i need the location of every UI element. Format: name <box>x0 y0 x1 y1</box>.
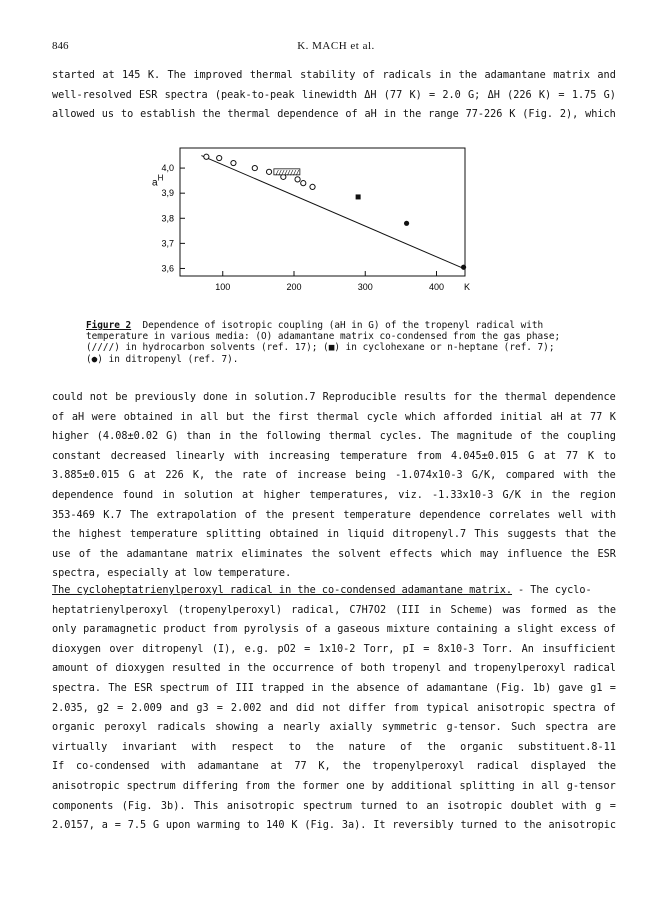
x-tick-label: 100 <box>215 282 231 292</box>
y-tick-label: 3,9 <box>161 188 174 199</box>
page-number: 846 <box>52 40 69 52</box>
data-point-open-circle <box>217 155 222 160</box>
text-line: - The cyclo- <box>518 585 592 596</box>
text-line: of aH were obtained in all but the first thermal cycle which afforded initial aH at 77 K <box>52 411 616 423</box>
hatched-marker-text: //////// <box>275 168 299 177</box>
paragraph-intro <box>52 66 616 125</box>
text-line: spectra, especially at low temperature. <box>52 568 292 580</box>
plot-frame <box>180 148 465 276</box>
text-line: use of the adamantane matrix eliminates the solvent effects which may influence the ESR <box>52 548 616 560</box>
data-point-open-circle <box>266 169 271 174</box>
text-line: spectra. The ESR spectrum of III trapped in the absence of adamantane (Fig. 1b) gave g1 = <box>52 682 616 694</box>
y-tick-label: 4,0 <box>161 163 174 174</box>
text-line: could not be previously done in solution.7 Reproducible results for the thermal dependence <box>52 392 616 403</box>
text-line: organic peroxyl radicals showing a nearly axially symmetric g-tensor. Such spectra are <box>52 722 616 734</box>
section-paragraph <box>52 581 616 836</box>
text-line: well-resolved ESR spectra (peak-to-peak linewidth ΔH (77 K) = 2.0 G; ΔH (226 K) = 1.75 G) <box>52 89 616 101</box>
page-header <box>0 40 672 56</box>
data-point-open-circle <box>301 181 306 186</box>
text-line: components (Fig. 3b). This anisotropic spectrum turned to an isotropic doublet with g = <box>52 800 616 812</box>
text-line: constant decreased linearly with increasing temperature from 4.045±0.015 G at 77 K to <box>52 450 616 462</box>
text-line: started at 145 K. The improved thermal stability of radicals in the adamantane matrix and <box>52 70 616 81</box>
text-line: 3.885±0.015 G at 226 K, the rate of increase being -1.074x10-3 G/K, compared with the <box>52 470 616 482</box>
running-head: K. MACH et al. <box>297 40 375 52</box>
section-heading: The cycloheptatrienylperoxyl radical in the co-condensed adamantane matrix. <box>52 585 513 596</box>
y-tick-label: 3,7 <box>161 238 174 249</box>
text-line: dependence found in solution at higher temperatures, viz. -1.33x10-3 G/K in the region <box>52 489 616 501</box>
y-tick-label: 3,6 <box>161 263 174 274</box>
data-point-open-circle <box>204 154 209 159</box>
figure-label: Figure 2 <box>86 320 132 331</box>
data-point-open-circle <box>231 160 236 165</box>
text-line: the highest temperature splitting obtained in liquid ditropenyl.7 This suggests that the <box>52 529 616 541</box>
chart-svg <box>150 142 510 320</box>
data-point-filled-circle <box>404 221 409 226</box>
data-point-filled-circle <box>461 265 466 270</box>
caption-line: (////) in hydrocarbon solvents (ref. 17); (■) in cyclohexane or n-heptane (ref. 7); <box>86 342 555 354</box>
text-line: dioxygen over ditropenyl (I), e.g. pO2 = 1x10-2 Torr, pI = 8x10-3 Torr. An insufficient <box>52 643 616 655</box>
fit-line <box>201 156 463 269</box>
caption-line: Dependence of isotropic coupling (aH in G) of the tropenyl radical with <box>142 320 544 331</box>
x-tick-label: 300 <box>357 282 373 292</box>
y-axis-label: $a^H$ <box>152 173 164 189</box>
text-line: 2.0157, a = 7.5 G upon warming to 140 K (Fig. 3a). It reversibly turned to the anisotropic <box>52 820 616 832</box>
caption-line: temperature in various media: (O) adamantane matrix co-condensed from the gas phase; <box>86 331 561 343</box>
text-line: higher (4.08±0.02 G) than in the following thermal cycles. The magnitude of the coupling <box>52 431 616 443</box>
text-line: If co-condensed with adamantane at 77 K, the tropenylperoxyl radical displayed the <box>52 761 616 773</box>
text-line: amount of dioxygen resulted in the occurrence of both tropenyl and tropenylperoxyl radical <box>52 663 616 675</box>
data-point-open-circle <box>252 165 257 170</box>
text-line: only paramagnetic product from pyrolysis of a gaseous mixture containing a slight excess of <box>52 624 616 636</box>
text-line: allowed us to establish the thermal dependence of aH in the range 77-226 K (Fig. 2), which <box>52 109 616 121</box>
x-tick-label: 200 <box>286 282 302 292</box>
caption-line: (●) in ditropenyl (ref. 7). <box>86 353 239 365</box>
data-point-filled-square <box>356 194 361 199</box>
text-line: heptatrienylperoxyl (tropenylperoxyl) radical, C7H7O2 (III in Scheme) was formed as the <box>52 604 616 616</box>
text-line: 353-469 K.7 The extrapolation of the present temperature dependence correlates well with <box>52 509 616 521</box>
data-point-open-circle <box>295 177 300 182</box>
data-point-open-circle <box>310 184 315 189</box>
text-line: virtually invariant with respect to the nature of the organic substituent.8-11 <box>52 741 616 753</box>
figure-2 <box>150 142 510 320</box>
paragraph-results <box>52 388 616 584</box>
figure-caption <box>86 320 606 365</box>
x-tick-label: 400 <box>428 282 445 292</box>
x-unit-label: K <box>463 282 471 292</box>
text-line: 2.035, g2 = 2.009 and g3 = 2.002 and did not differ from typical anisotropic spectra of <box>52 702 616 714</box>
y-tick-label: 3,8 <box>161 213 174 224</box>
text-line: anisotropic spectrum differing from the former one by additional splitting in all g-tensor <box>52 780 616 792</box>
